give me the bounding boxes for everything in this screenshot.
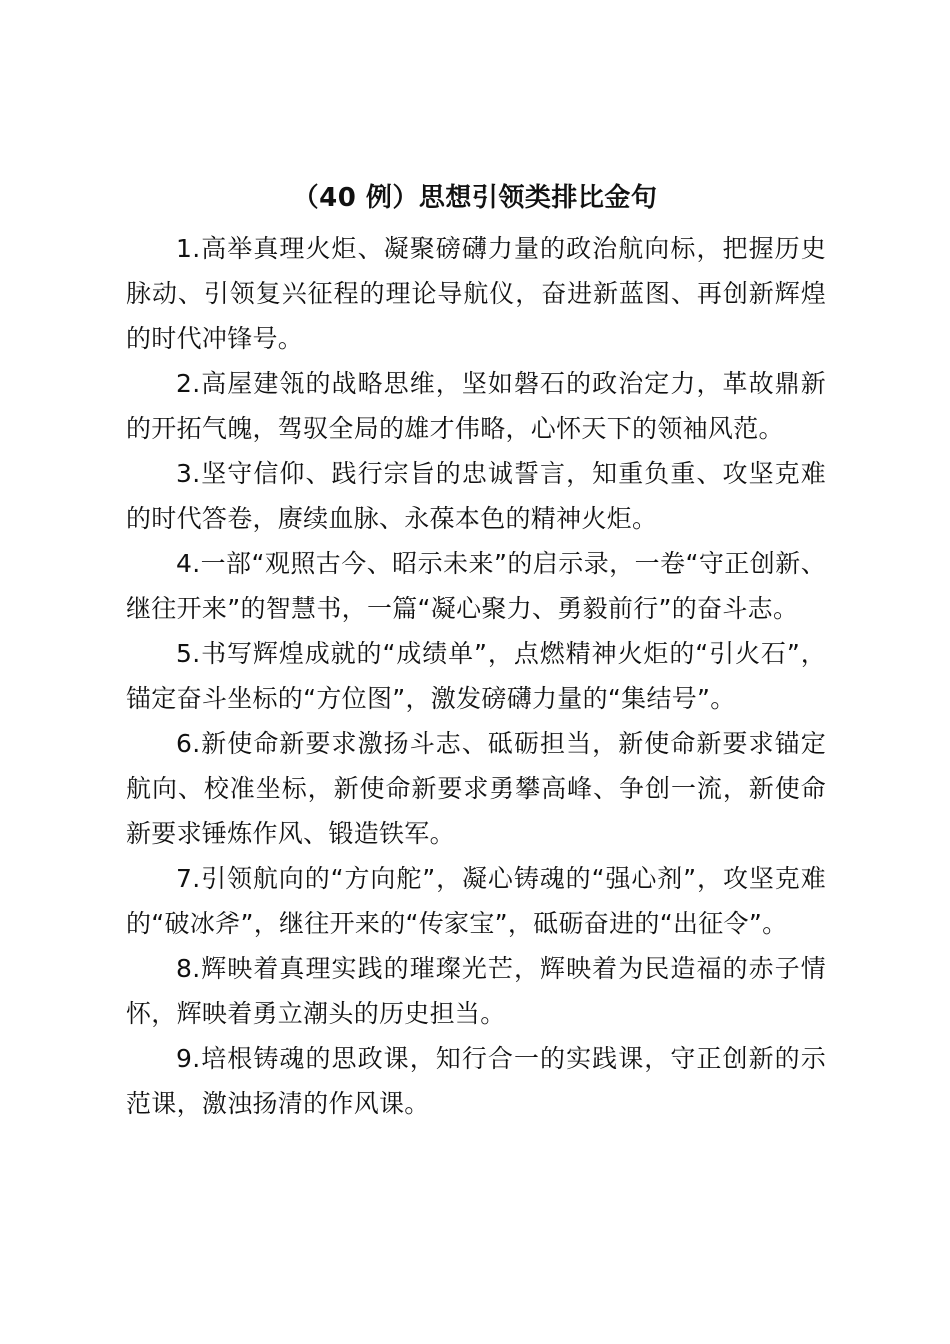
document-title: （40 例）思想引领类排比金句 [292, 183, 658, 213]
paragraph-4: 4.一部“观照古今、昭示未来”的启示录，一卷“守正创新、继往开来”的智慧书，一篇“凝心聚力、勇毅前行”的奋斗志。 [126, 549, 826, 623]
paragraph-5: 5.书写辉煌成就的“成绩单”，点燃精神火炬的“引火石”，锚定奋斗坐标的“方位图”，激发磅礴力量的“集结号”。 [126, 639, 826, 713]
paragraph-7: 7.引领航向的“方向舵”，凝心铸魂的“强心剂”，攻坚克难的“破冰斧”，继往开来的“传家宝”，砥砺奋进的“出征令”。 [126, 864, 826, 938]
document-body [126, 226, 826, 1126]
paragraph-1: 1.高举真理火炬、凝聚磅礴力量的政治航向标，把握历史脉动、引领复兴征程的理论导航仪，奋进新蓝图、再创新辉煌的时代冲锋号。 [126, 234, 826, 353]
paragraph-8: 8.辉映着真理实践的璀璨光芒，辉映着为民造福的赤子情怀，辉映着勇立潮头的历史担当。 [126, 954, 826, 1028]
paragraph-6: 6.新使命新要求激扬斗志、砥砺担当，新使命新要求锚定航向、校准坐标，新使命新要求勇攀高峰、争创一流，新使命新要求锤炼作风、锻造铁军。 [126, 729, 826, 848]
paragraph-9: 9.培根铸魂的思政课，知行合一的实践课，守正创新的示范课，激浊扬清的作风课。 [126, 1044, 826, 1118]
paragraph-2: 2.高屋建瓴的战略思维，坚如磐石的政治定力，革故鼎新的开拓气魄，驾驭全局的雄才伟略，心怀天下的领袖风范。 [126, 369, 826, 443]
paragraph-3: 3.坚守信仰、践行宗旨的忠诚誓言，知重负重、攻坚克难的时代答卷，赓续血脉、永葆本色的精神火炬。 [126, 459, 826, 533]
